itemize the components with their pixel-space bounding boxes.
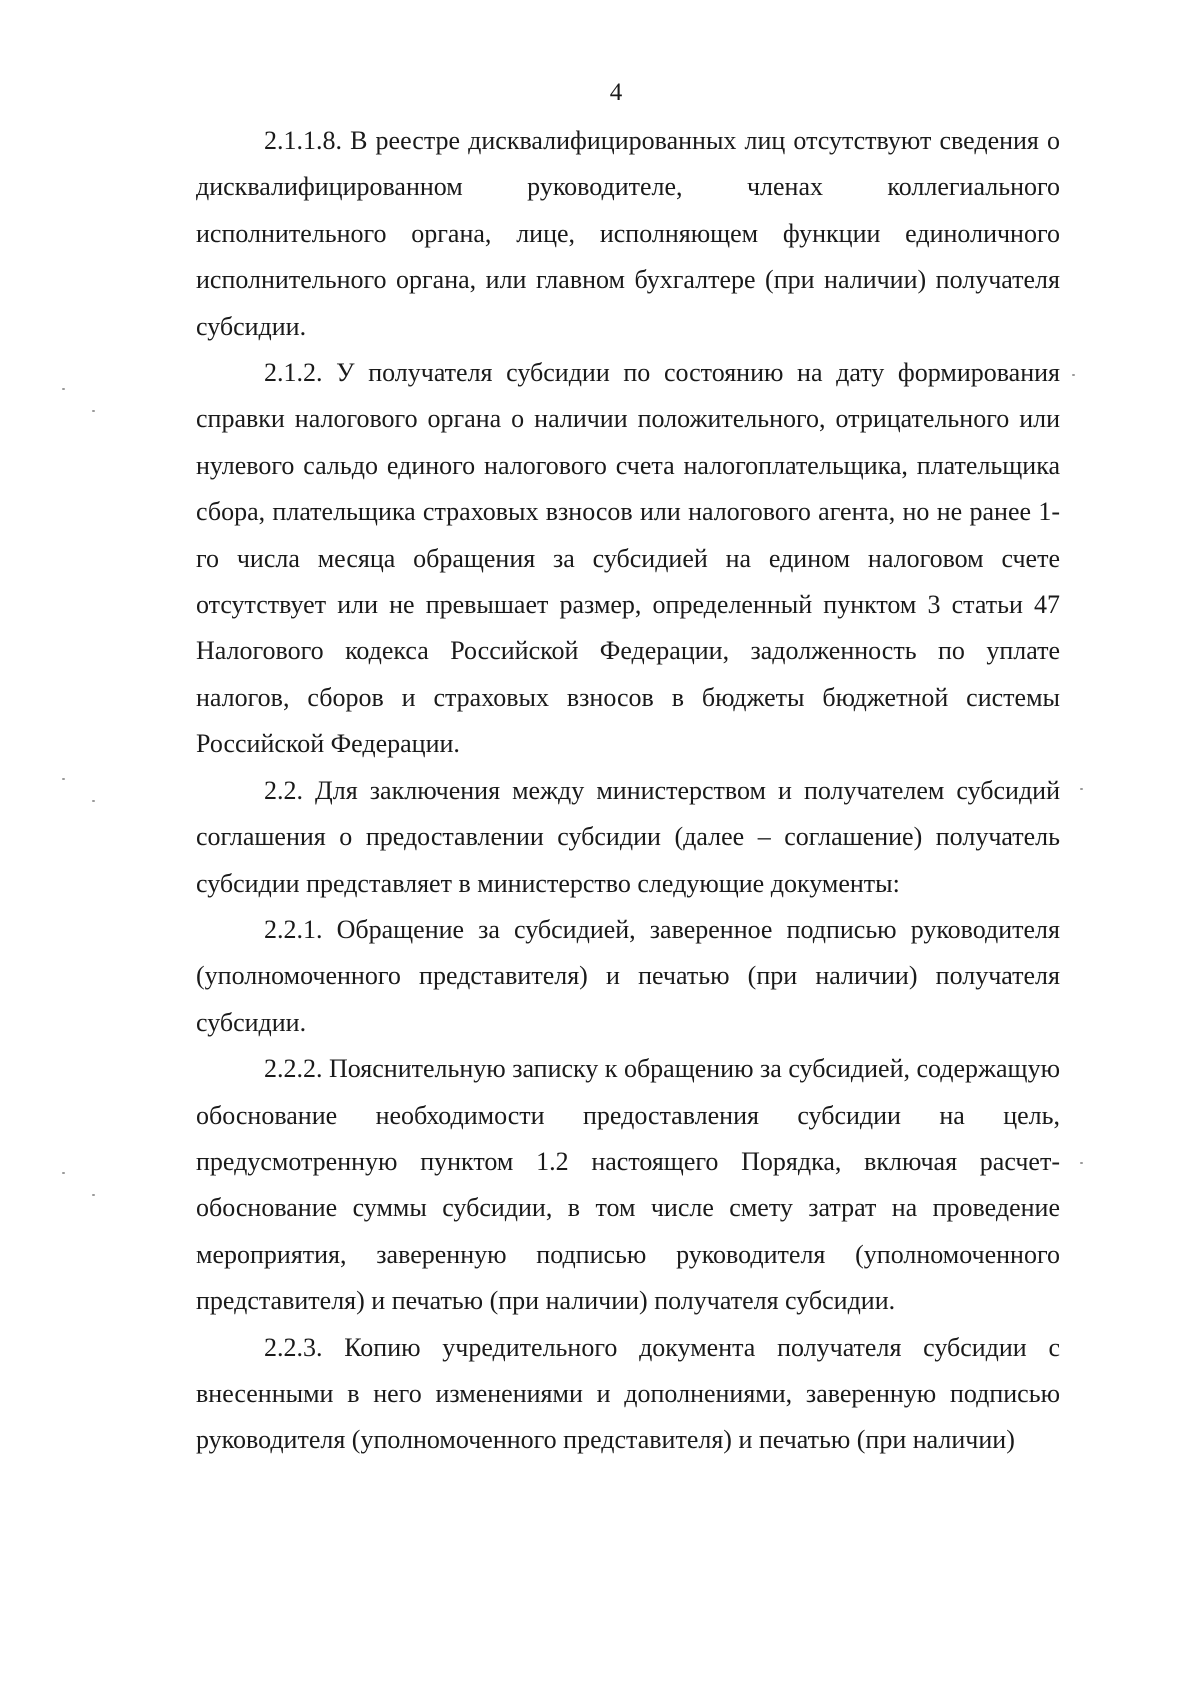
scan-speck: [1072, 374, 1075, 376]
paragraph-2-1-2: 2.1.2. У получателя субсидии по состоянию на дату формирования справки налогового органа о наличии положительного, отрицательного или нулевого сальдо единого налогового счета налогоплательщика, плательщика сбора, плательщика страховых взносов или налогового агента, но не ранее 1-го числа месяца обращения за субсидией на едином налоговом счете отсутствует или не превышает размер, определенный пунктом 3 статьи 47 Налогового кодекса Российской Федерации, задолженность по уплате налогов, сборов и страховых взносов в бюджеты бюджетной системы Российской Федерации.: [196, 358, 1060, 759]
paragraph-2-2-2: 2.2.2. Пояснительную записку к обращению за субсидией, содержащую обоснование необходимости предоставления субсидии на цель, предусмотренную пунктом 1.2 настоящего Порядка, включая расчет-обоснование суммы субсидии, в том числе смету затрат на проведение мероприятия, заверенную подписью руководителя (уполномоченного представителя) и печатью (при наличии) получателя субсидии.: [196, 1054, 1060, 1316]
paragraph-2-1-1-8: 2.1.1.8. В реестре дисквалифицированных лиц отсутствуют сведения о дисквалифицированном руководителе, членах коллегиального исполнительного органа, лице, исполняющем функции единоличного исполнительного органа, или главном бухгалтере (при наличии) получателя субсидии.: [196, 126, 1060, 341]
scan-speck: [62, 1172, 65, 1174]
paragraph-2-2: 2.2. Для заключения между министерством и получателем субсидий соглашения о предоставлении субсидии (далее – соглашение) получатель субсидии представляет в министерство следующие документы:: [196, 775, 1060, 898]
scan-speck: [62, 388, 65, 390]
page-number: 4: [609, 79, 623, 106]
scan-speck: [92, 1194, 95, 1196]
scan-speck: [1080, 1162, 1083, 1164]
scan-speck: [92, 800, 95, 802]
paragraph-2-2-1: 2.2.1. Обращение за субсидией, заверенное подписью руководителя (уполномоченного представителя) и печатью (при наличии) получателя субсидии.: [196, 914, 1060, 1037]
scan-speck: [62, 778, 65, 780]
scan-speck: [92, 410, 95, 412]
paragraph-2-2-3: 2.2.3. Копию учредительного документа получателя субсидии с внесенными в него изменениями и дополнениями, заверенную подписью руководителя (уполномоченного представителя) и печатью (при наличии): [196, 1332, 1060, 1455]
document-body: [196, 118, 1060, 1464]
scan-speck: [1080, 788, 1083, 790]
